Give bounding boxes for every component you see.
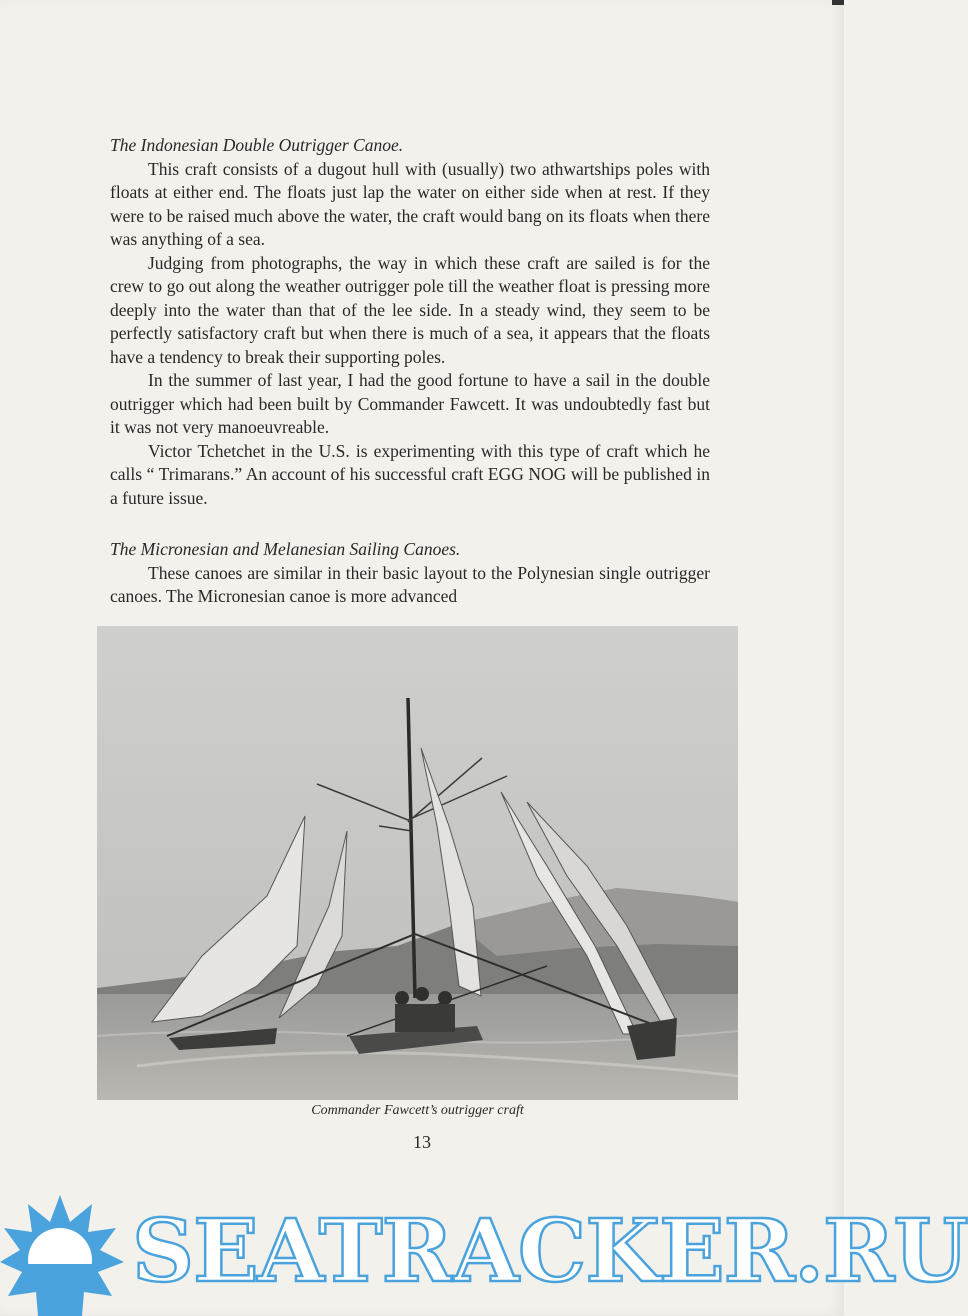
section-micronesian-canoes: [110, 538, 710, 609]
section-heading: The Indonesian Double Outrigger Canoe.: [110, 135, 404, 155]
corner-mark: [832, 0, 844, 5]
section-heading: The Micronesian and Melanesian Sailing Canoes.: [110, 539, 461, 559]
page-number: 13: [413, 1132, 431, 1152]
section-indonesian-canoe: [110, 134, 710, 510]
paragraph: This craft consists of a dugout hull with (usually) two athwartships poles with floats at either end. The floats just lap the water on either side when at rest. If they were to be raised much above the water, the craft would bang on its floats when there was anything of a sea.: [110, 158, 710, 249]
figure-caption: Commander Fawcett’s outrigger craft: [311, 1103, 524, 1118]
paragraph: Victor Tchetchet in the U.S. is experimenting with this type of craft which he calls “ Trimarans.” An account of his successful craft EGG NOG will be published in a future issue.: [110, 440, 710, 508]
watermark-text: SEATRACKER.RU: [132, 1201, 968, 1302]
paragraph: In the summer of last year, I had the good fortune to have a sail in the double outrigger which had been built by Commander Fawcett. It was undoubtedly fast but it was not very manoeuvreable.: [110, 370, 710, 437]
paragraph: Judging from photographs, the way in which these craft are sailed is for the crew to go out along the weather outrigger pole till the weather float is pressing more deeply into the water than that of the lee side. In a steady wind, they seem to be perfectly satisfactory craft but when there is much of a sea, it appears that the floats have a tendency to break their supporting poles.: [110, 252, 710, 367]
outrigger-craft-photo: [97, 626, 738, 1100]
paragraph: These canoes are similar in their basic layout to the Polynesian single outrigger canoes. The Micronesian canoe is more advanced: [110, 562, 710, 606]
sun-logo-icon: [0, 1195, 124, 1316]
